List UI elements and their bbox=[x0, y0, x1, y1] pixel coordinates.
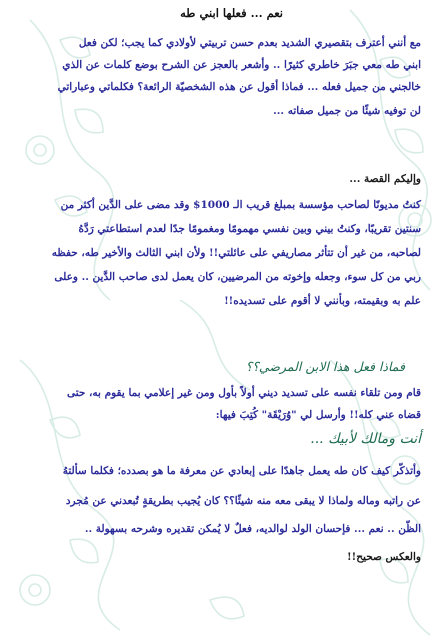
paragraph-line: وأتذكّر كيف كان طه يعمل جاهدًا على إبعادي عن معرفة ما هو بصدده؛ فكلما سألتهُ bbox=[62, 465, 421, 477]
quote-text: أنت ومالك لأبيك ... bbox=[310, 431, 421, 447]
paragraph-line: قام ومن تلقاء نفسه على تسديد ديني أولاً بأول ومن غير إعلامي بما يقوم به، حتى bbox=[66, 387, 421, 399]
section-heading: وإليكم القصة ... bbox=[349, 173, 421, 185]
paragraph-line: ربي من كل سوء، وجعله وإخوته من المرضيين، كان يعمل لدى صاحب الدَّين .. وعلى bbox=[54, 271, 421, 283]
closing-line: والعكس صحيح!! bbox=[347, 551, 421, 563]
paragraph-line: سنتين تقريبًا، وكنتُ بيني وبين نفسي مهمومًا ومغمومًا جدًا لعدم استطاعتي رَدَّهُ bbox=[78, 223, 421, 235]
paragraph-line: الظّن .. نعم ... فإحسان الولد لوالديه، فعلٌ لا يُمكن تقديره وشرحه بسهولة .. bbox=[84, 523, 421, 535]
paragraph-line: ابني طه معي جبَرَ خاطري كثيرًا .. وأشعر بالعجز عن الشرح بوضع كلمات عن الذي bbox=[62, 59, 421, 71]
paragraph-line: لن توفيه شيئًا من جميل صفاته ... bbox=[273, 105, 421, 117]
paragraph-line: خالجني من جميل فعله ... فماذا أقول عن هذه الشخصيّة الرائعة؟ فكلماتي وعباراتي bbox=[57, 81, 421, 93]
paragraph-line: قضاه عني كله!! وأرسل لي "وُرَيْقَة" كُتِبَ فيها: bbox=[215, 409, 421, 421]
page-title: نعم ... فعلها ابني طه bbox=[180, 6, 283, 20]
paragraph-line: لصاحبه، من غير أن تتأثر مصاريفي على عائلتي!! ولأن ابني الثالث والأخير طه، حفظه bbox=[51, 247, 421, 259]
paragraph-line: عن راتبه وماله ولماذا لا يبقى معه منه شيئًا؟؟ كان يُجيب بطريقةٍ تُبعدني عن مُجرد bbox=[65, 495, 421, 507]
section-heading: فماذا فعل هذا الابن المرضي؟؟ bbox=[245, 359, 405, 374]
paragraph-line: علم به وبقيمته، وبأنني لا أقوم على تسديده!! bbox=[224, 295, 421, 307]
paragraph-line: مع أنني أعترف بتقصيري الشديد بعدم حسن تربيتي لأولادي كما يجب؛ لكن فعل bbox=[78, 37, 421, 49]
paragraph-line: كنتُ مديونًا لصاحب مؤسسة بمبلغ قريب الـ 1000$ وقد مضى على الدَّين أكثر من bbox=[60, 199, 421, 211]
